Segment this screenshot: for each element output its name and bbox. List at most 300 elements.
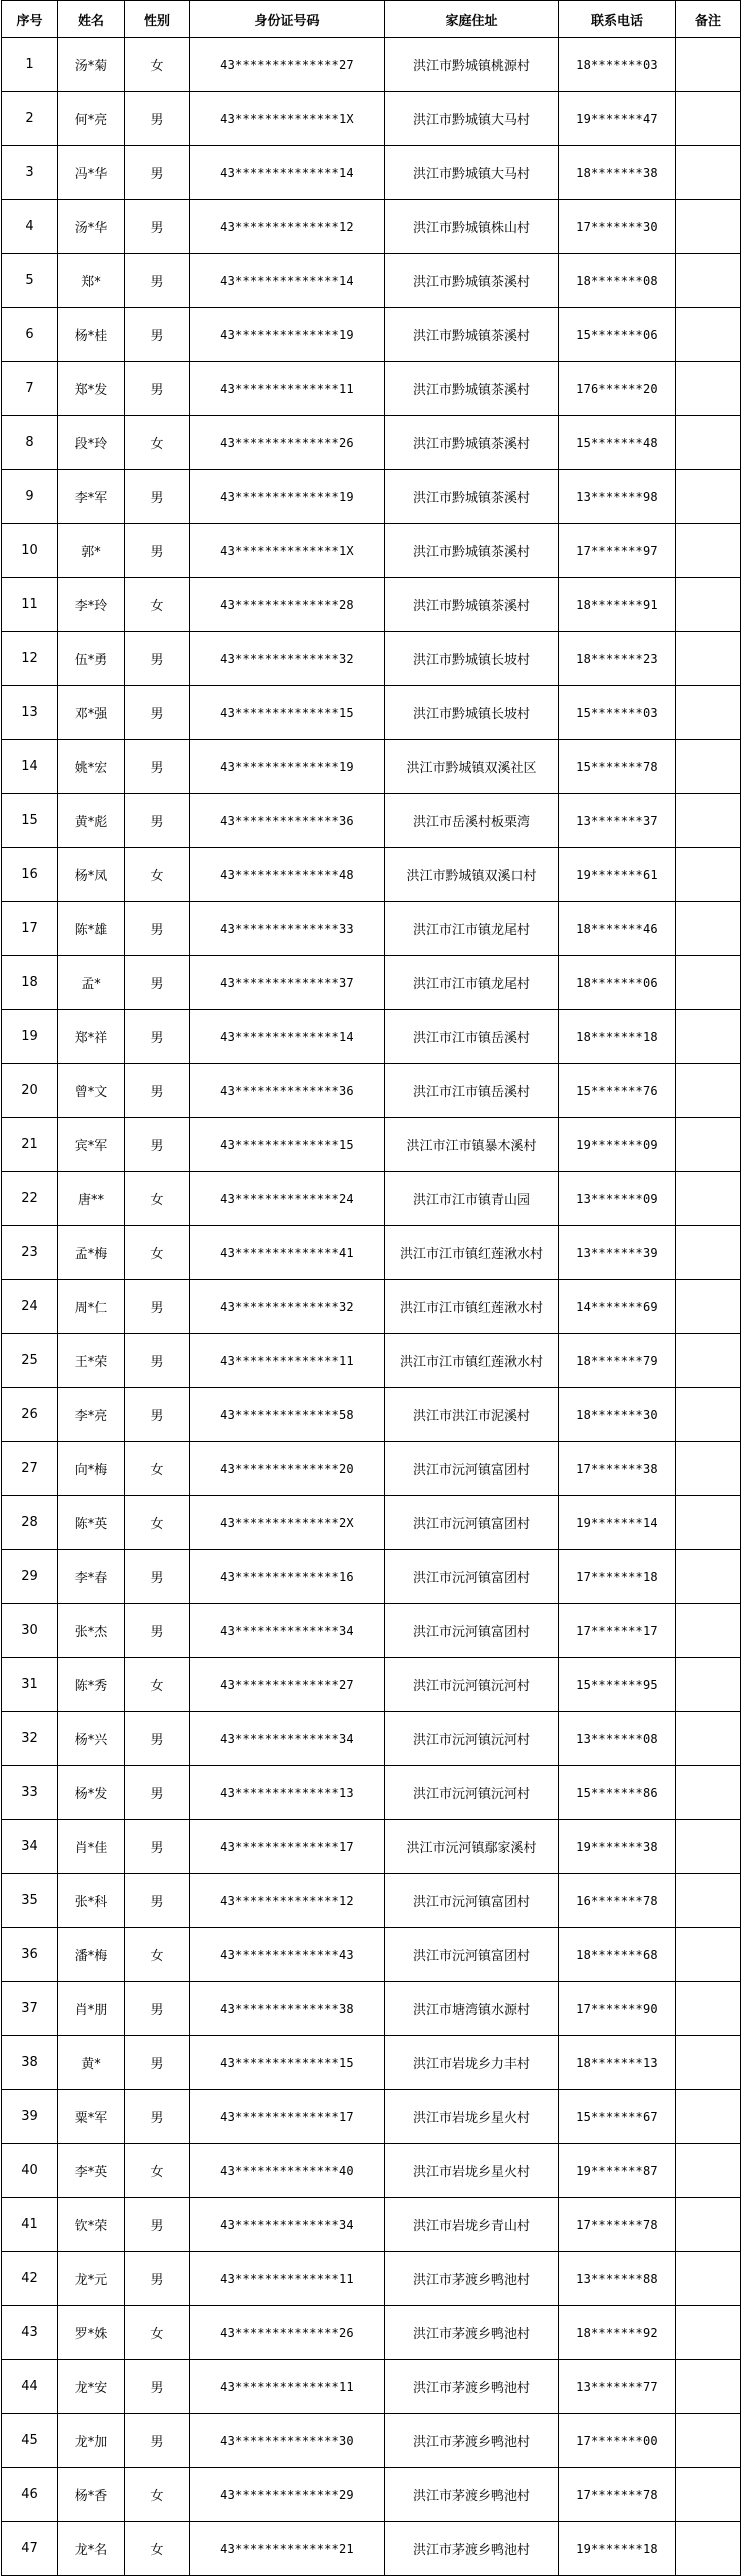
cell-address: 洪江市塘湾镇水源村 xyxy=(385,1982,559,2036)
table-row xyxy=(2,2252,741,2306)
header-row xyxy=(2,1,741,38)
cell-gender: 女 xyxy=(125,2468,190,2522)
cell-index: 35 xyxy=(2,1874,58,1928)
table-row xyxy=(2,1550,741,1604)
cell-id-number: 43**************14 xyxy=(190,1010,385,1064)
cell-address: 洪江市黔城镇茶溪村 xyxy=(385,524,559,578)
cell-remarks xyxy=(676,1820,741,1874)
cell-index: 3 xyxy=(2,146,58,200)
table-row xyxy=(2,1874,741,1928)
cell-phone: 17*******90 xyxy=(559,1982,676,2036)
cell-gender: 男 xyxy=(125,1820,190,1874)
cell-id-number: 43**************21 xyxy=(190,2522,385,2576)
cell-gender: 男 xyxy=(125,1874,190,1928)
cell-phone: 18*******18 xyxy=(559,1010,676,1064)
cell-phone: 15*******06 xyxy=(559,308,676,362)
cell-id-number: 43**************17 xyxy=(190,2090,385,2144)
table-row xyxy=(2,92,741,146)
table-row xyxy=(2,1010,741,1064)
cell-id-number: 43**************20 xyxy=(190,1442,385,1496)
cell-index: 24 xyxy=(2,1280,58,1334)
table-row xyxy=(2,902,741,956)
cell-id-number: 43**************36 xyxy=(190,794,385,848)
cell-phone: 19*******38 xyxy=(559,1820,676,1874)
cell-phone: 18*******79 xyxy=(559,1334,676,1388)
cell-address: 洪江市岩垅乡星火村 xyxy=(385,2144,559,2198)
cell-address: 洪江市黔城镇桃源村 xyxy=(385,38,559,92)
cell-phone: 19*******18 xyxy=(559,2522,676,2576)
table-row xyxy=(2,2360,741,2414)
cell-id-number: 43**************19 xyxy=(190,740,385,794)
table-row xyxy=(2,362,741,416)
cell-gender: 男 xyxy=(125,1550,190,1604)
cell-address: 洪江市黔城镇大马村 xyxy=(385,146,559,200)
cell-remarks xyxy=(676,1928,741,1982)
cell-remarks xyxy=(676,38,741,92)
cell-id-number: 43**************12 xyxy=(190,200,385,254)
cell-index: 40 xyxy=(2,2144,58,2198)
cell-name: 何*亮 xyxy=(58,92,125,146)
cell-name: 黄* xyxy=(58,2036,125,2090)
cell-id-number: 43**************33 xyxy=(190,902,385,956)
header-index: 序号 xyxy=(2,1,58,38)
table-row xyxy=(2,686,741,740)
cell-gender: 男 xyxy=(125,470,190,524)
cell-id-number: 43**************32 xyxy=(190,1280,385,1334)
cell-gender: 男 xyxy=(125,1982,190,2036)
cell-gender: 男 xyxy=(125,686,190,740)
cell-phone: 13*******88 xyxy=(559,2252,676,2306)
cell-remarks xyxy=(676,1064,741,1118)
cell-index: 26 xyxy=(2,1388,58,1442)
table-row xyxy=(2,1496,741,1550)
cell-id-number: 43**************36 xyxy=(190,1064,385,1118)
table-row xyxy=(2,1064,741,1118)
table-row xyxy=(2,2522,741,2576)
cell-id-number: 43**************26 xyxy=(190,2306,385,2360)
cell-remarks xyxy=(676,1712,741,1766)
cell-address: 洪江市江市镇红莲湫水村 xyxy=(385,1226,559,1280)
cell-name: 李*玲 xyxy=(58,578,125,632)
cell-remarks xyxy=(676,524,741,578)
cell-remarks xyxy=(676,1010,741,1064)
cell-index: 34 xyxy=(2,1820,58,1874)
cell-address: 洪江市江市镇红莲湫水村 xyxy=(385,1334,559,1388)
cell-gender: 女 xyxy=(125,1226,190,1280)
cell-gender: 男 xyxy=(125,2252,190,2306)
cell-id-number: 43**************30 xyxy=(190,2414,385,2468)
cell-index: 13 xyxy=(2,686,58,740)
header-phone: 联系电话 xyxy=(559,1,676,38)
cell-index: 12 xyxy=(2,632,58,686)
cell-address: 洪江市沅河镇鄢家溪村 xyxy=(385,1820,559,1874)
cell-gender: 男 xyxy=(125,200,190,254)
cell-address: 洪江市沅河镇沅河村 xyxy=(385,1658,559,1712)
cell-index: 15 xyxy=(2,794,58,848)
cell-address: 洪江市茅渡乡鸭池村 xyxy=(385,2522,559,2576)
cell-remarks xyxy=(676,1982,741,2036)
cell-id-number: 43**************1X xyxy=(190,524,385,578)
table-row xyxy=(2,1604,741,1658)
cell-index: 31 xyxy=(2,1658,58,1712)
cell-id-number: 43**************16 xyxy=(190,1550,385,1604)
cell-gender: 男 xyxy=(125,1118,190,1172)
table-row xyxy=(2,1442,741,1496)
cell-name: 李*英 xyxy=(58,2144,125,2198)
table-row xyxy=(2,1712,741,1766)
cell-name: 邓*强 xyxy=(58,686,125,740)
cell-index: 10 xyxy=(2,524,58,578)
cell-name: 周*仁 xyxy=(58,1280,125,1334)
cell-gender: 男 xyxy=(125,2198,190,2252)
cell-name: 李*春 xyxy=(58,1550,125,1604)
cell-remarks xyxy=(676,794,741,848)
cell-remarks xyxy=(676,2306,741,2360)
table-row xyxy=(2,740,741,794)
cell-index: 9 xyxy=(2,470,58,524)
table-row xyxy=(2,470,741,524)
cell-name: 龙*安 xyxy=(58,2360,125,2414)
cell-index: 23 xyxy=(2,1226,58,1280)
cell-name: 肖*佳 xyxy=(58,1820,125,1874)
cell-name: 李*军 xyxy=(58,470,125,524)
table-row xyxy=(2,416,741,470)
cell-id-number: 43**************11 xyxy=(190,2252,385,2306)
cell-name: 杨*凤 xyxy=(58,848,125,902)
header-address: 家庭住址 xyxy=(385,1,559,38)
cell-remarks xyxy=(676,1226,741,1280)
cell-remarks xyxy=(676,2252,741,2306)
cell-name: 段*玲 xyxy=(58,416,125,470)
cell-address: 洪江市黔城镇茶溪村 xyxy=(385,308,559,362)
cell-gender: 女 xyxy=(125,2306,190,2360)
cell-remarks xyxy=(676,92,741,146)
cell-remarks xyxy=(676,632,741,686)
cell-index: 22 xyxy=(2,1172,58,1226)
cell-address: 洪江市岩垅乡星火村 xyxy=(385,2090,559,2144)
cell-index: 21 xyxy=(2,1118,58,1172)
cell-name: 龙*名 xyxy=(58,2522,125,2576)
cell-remarks xyxy=(676,1280,741,1334)
cell-id-number: 43**************58 xyxy=(190,1388,385,1442)
header-id-number: 身份证号码 xyxy=(190,1,385,38)
cell-remarks xyxy=(676,902,741,956)
cell-gender: 男 xyxy=(125,362,190,416)
cell-address: 洪江市茅渡乡鸭池村 xyxy=(385,2414,559,2468)
table-row xyxy=(2,578,741,632)
cell-remarks xyxy=(676,956,741,1010)
cell-remarks xyxy=(676,740,741,794)
cell-index: 39 xyxy=(2,2090,58,2144)
cell-gender: 男 xyxy=(125,92,190,146)
cell-remarks xyxy=(676,1604,741,1658)
cell-id-number: 43**************12 xyxy=(190,1874,385,1928)
cell-id-number: 43**************15 xyxy=(190,1118,385,1172)
cell-name: 肖*朋 xyxy=(58,1982,125,2036)
cell-id-number: 43**************43 xyxy=(190,1928,385,1982)
cell-gender: 男 xyxy=(125,1064,190,1118)
cell-remarks xyxy=(676,470,741,524)
cell-remarks xyxy=(676,1550,741,1604)
cell-phone: 19*******87 xyxy=(559,2144,676,2198)
cell-gender: 男 xyxy=(125,524,190,578)
cell-name: 龙*元 xyxy=(58,2252,125,2306)
cell-phone: 16*******78 xyxy=(559,1874,676,1928)
table-row xyxy=(2,848,741,902)
cell-id-number: 43**************2X xyxy=(190,1496,385,1550)
cell-address: 洪江市江市镇龙尾村 xyxy=(385,902,559,956)
table-row xyxy=(2,1928,741,1982)
cell-id-number: 43**************41 xyxy=(190,1226,385,1280)
cell-address: 洪江市岩垅乡青山村 xyxy=(385,2198,559,2252)
cell-gender: 男 xyxy=(125,956,190,1010)
cell-name: 杨*发 xyxy=(58,1766,125,1820)
table-row xyxy=(2,200,741,254)
cell-gender: 男 xyxy=(125,1766,190,1820)
cell-gender: 男 xyxy=(125,308,190,362)
cell-remarks xyxy=(676,2090,741,2144)
cell-id-number: 43**************34 xyxy=(190,1604,385,1658)
header-name: 姓名 xyxy=(58,1,125,38)
cell-index: 38 xyxy=(2,2036,58,2090)
cell-address: 洪江市黔城镇茶溪村 xyxy=(385,416,559,470)
cell-address: 洪江市江市镇岳溪村 xyxy=(385,1064,559,1118)
cell-index: 30 xyxy=(2,1604,58,1658)
roster-body xyxy=(2,38,741,2576)
cell-phone: 15*******48 xyxy=(559,416,676,470)
cell-index: 5 xyxy=(2,254,58,308)
cell-remarks xyxy=(676,578,741,632)
cell-id-number: 43**************15 xyxy=(190,2036,385,2090)
cell-gender: 男 xyxy=(125,254,190,308)
cell-name: 龙*加 xyxy=(58,2414,125,2468)
cell-gender: 男 xyxy=(125,2360,190,2414)
cell-remarks xyxy=(676,1658,741,1712)
table-row xyxy=(2,1172,741,1226)
cell-remarks xyxy=(676,2414,741,2468)
cell-address: 洪江市黔城镇茶溪村 xyxy=(385,578,559,632)
cell-index: 8 xyxy=(2,416,58,470)
cell-address: 洪江市沅河镇富团村 xyxy=(385,1874,559,1928)
cell-phone: 13*******08 xyxy=(559,1712,676,1766)
cell-gender: 男 xyxy=(125,2090,190,2144)
cell-phone: 17*******18 xyxy=(559,1550,676,1604)
cell-id-number: 43**************27 xyxy=(190,38,385,92)
table-row xyxy=(2,1982,741,2036)
cell-remarks xyxy=(676,308,741,362)
cell-index: 37 xyxy=(2,1982,58,2036)
cell-address: 洪江市黔城镇茶溪村 xyxy=(385,470,559,524)
cell-name: 杨*兴 xyxy=(58,1712,125,1766)
cell-index: 46 xyxy=(2,2468,58,2522)
cell-index: 19 xyxy=(2,1010,58,1064)
table-row xyxy=(2,2468,741,2522)
cell-name: 钦*荣 xyxy=(58,2198,125,2252)
cell-remarks xyxy=(676,2522,741,2576)
table-row xyxy=(2,1226,741,1280)
header-remarks: 备注 xyxy=(676,1,741,38)
cell-index: 32 xyxy=(2,1712,58,1766)
table-row xyxy=(2,254,741,308)
cell-id-number: 43**************28 xyxy=(190,578,385,632)
cell-index: 33 xyxy=(2,1766,58,1820)
table-row xyxy=(2,1334,741,1388)
cell-remarks xyxy=(676,254,741,308)
cell-phone: 17*******30 xyxy=(559,200,676,254)
cell-name: 王*荣 xyxy=(58,1334,125,1388)
table-row xyxy=(2,146,741,200)
cell-index: 43 xyxy=(2,2306,58,2360)
cell-phone: 18*******23 xyxy=(559,632,676,686)
cell-id-number: 43**************19 xyxy=(190,308,385,362)
cell-name: 陈*秀 xyxy=(58,1658,125,1712)
cell-name: 郑*祥 xyxy=(58,1010,125,1064)
cell-gender: 男 xyxy=(125,1334,190,1388)
cell-phone: 18*******08 xyxy=(559,254,676,308)
cell-id-number: 43**************34 xyxy=(190,1712,385,1766)
cell-phone: 19*******47 xyxy=(559,92,676,146)
table-row xyxy=(2,1388,741,1442)
cell-index: 29 xyxy=(2,1550,58,1604)
cell-id-number: 43**************13 xyxy=(190,1766,385,1820)
cell-name: 潘*梅 xyxy=(58,1928,125,1982)
cell-name: 汤*菊 xyxy=(58,38,125,92)
cell-gender: 男 xyxy=(125,794,190,848)
cell-index: 11 xyxy=(2,578,58,632)
cell-gender: 女 xyxy=(125,38,190,92)
cell-name: 陈*英 xyxy=(58,1496,125,1550)
table-row xyxy=(2,2414,741,2468)
cell-remarks xyxy=(676,200,741,254)
table-row xyxy=(2,2144,741,2198)
cell-address: 洪江市茅渡乡鸭池村 xyxy=(385,2306,559,2360)
cell-name: 陈*雄 xyxy=(58,902,125,956)
cell-phone: 17*******78 xyxy=(559,2198,676,2252)
cell-index: 27 xyxy=(2,1442,58,1496)
cell-id-number: 43**************1X xyxy=(190,92,385,146)
cell-index: 2 xyxy=(2,92,58,146)
cell-name: 杨*香 xyxy=(58,2468,125,2522)
cell-address: 洪江市黔城镇双溪社区 xyxy=(385,740,559,794)
cell-phone: 18*******30 xyxy=(559,1388,676,1442)
cell-gender: 女 xyxy=(125,1442,190,1496)
cell-index: 42 xyxy=(2,2252,58,2306)
cell-name: 李*亮 xyxy=(58,1388,125,1442)
cell-id-number: 43**************17 xyxy=(190,1820,385,1874)
cell-address: 洪江市江市镇龙尾村 xyxy=(385,956,559,1010)
cell-remarks xyxy=(676,1496,741,1550)
cell-index: 16 xyxy=(2,848,58,902)
cell-remarks xyxy=(676,1118,741,1172)
header-gender: 性别 xyxy=(125,1,190,38)
cell-address: 洪江市沅河镇沅河村 xyxy=(385,1712,559,1766)
cell-name: 伍*勇 xyxy=(58,632,125,686)
cell-gender: 男 xyxy=(125,1010,190,1064)
cell-address: 洪江市洪江市泥溪村 xyxy=(385,1388,559,1442)
cell-index: 47 xyxy=(2,2522,58,2576)
cell-phone: 18*******06 xyxy=(559,956,676,1010)
cell-address: 洪江市江市镇岳溪村 xyxy=(385,1010,559,1064)
cell-phone: 18*******13 xyxy=(559,2036,676,2090)
cell-id-number: 43**************11 xyxy=(190,362,385,416)
cell-index: 1 xyxy=(2,38,58,92)
cell-remarks xyxy=(676,1442,741,1496)
cell-gender: 男 xyxy=(125,2036,190,2090)
cell-remarks xyxy=(676,1388,741,1442)
cell-index: 36 xyxy=(2,1928,58,1982)
cell-remarks xyxy=(676,2198,741,2252)
cell-name: 曾*文 xyxy=(58,1064,125,1118)
table-row xyxy=(2,308,741,362)
cell-index: 4 xyxy=(2,200,58,254)
cell-address: 洪江市江市镇红莲湫水村 xyxy=(385,1280,559,1334)
cell-id-number: 43**************14 xyxy=(190,254,385,308)
cell-name: 向*梅 xyxy=(58,1442,125,1496)
cell-phone: 13*******98 xyxy=(559,470,676,524)
cell-index: 41 xyxy=(2,2198,58,2252)
cell-gender: 女 xyxy=(125,578,190,632)
cell-id-number: 43**************48 xyxy=(190,848,385,902)
cell-phone: 17*******17 xyxy=(559,1604,676,1658)
cell-remarks xyxy=(676,848,741,902)
cell-address: 洪江市岳溪村板栗湾 xyxy=(385,794,559,848)
cell-gender: 男 xyxy=(125,740,190,794)
cell-address: 洪江市茅渡乡鸭池村 xyxy=(385,2360,559,2414)
cell-id-number: 43**************38 xyxy=(190,1982,385,2036)
table-row xyxy=(2,1658,741,1712)
table-row xyxy=(2,524,741,578)
cell-id-number: 43**************24 xyxy=(190,1172,385,1226)
cell-gender: 男 xyxy=(125,632,190,686)
cell-remarks xyxy=(676,2468,741,2522)
cell-phone: 15*******03 xyxy=(559,686,676,740)
cell-address: 洪江市黔城镇茶溪村 xyxy=(385,362,559,416)
table-row xyxy=(2,2198,741,2252)
cell-name: 孟* xyxy=(58,956,125,1010)
cell-index: 6 xyxy=(2,308,58,362)
cell-name: 黄*彪 xyxy=(58,794,125,848)
cell-remarks xyxy=(676,362,741,416)
cell-remarks xyxy=(676,686,741,740)
cell-phone: 19*******09 xyxy=(559,1118,676,1172)
cell-id-number: 43**************40 xyxy=(190,2144,385,2198)
cell-gender: 男 xyxy=(125,1280,190,1334)
cell-phone: 18*******68 xyxy=(559,1928,676,1982)
table-row xyxy=(2,794,741,848)
cell-phone: 15*******86 xyxy=(559,1766,676,1820)
cell-phone: 17*******00 xyxy=(559,2414,676,2468)
cell-gender: 男 xyxy=(125,1604,190,1658)
cell-id-number: 43**************26 xyxy=(190,416,385,470)
cell-name: 冯*华 xyxy=(58,146,125,200)
cell-phone: 176******20 xyxy=(559,362,676,416)
cell-gender: 女 xyxy=(125,1496,190,1550)
cell-remarks xyxy=(676,2144,741,2198)
cell-address: 洪江市沅河镇富团村 xyxy=(385,1604,559,1658)
cell-phone: 13*******77 xyxy=(559,2360,676,2414)
table-row xyxy=(2,2036,741,2090)
cell-index: 18 xyxy=(2,956,58,1010)
cell-gender: 女 xyxy=(125,1658,190,1712)
cell-index: 20 xyxy=(2,1064,58,1118)
cell-address: 洪江市茅渡乡鸭池村 xyxy=(385,2252,559,2306)
cell-index: 45 xyxy=(2,2414,58,2468)
cell-phone: 14*******69 xyxy=(559,1280,676,1334)
cell-name: 粟*军 xyxy=(58,2090,125,2144)
cell-name: 罗*姝 xyxy=(58,2306,125,2360)
cell-address: 洪江市茅渡乡鸭池村 xyxy=(385,2468,559,2522)
cell-remarks xyxy=(676,2036,741,2090)
